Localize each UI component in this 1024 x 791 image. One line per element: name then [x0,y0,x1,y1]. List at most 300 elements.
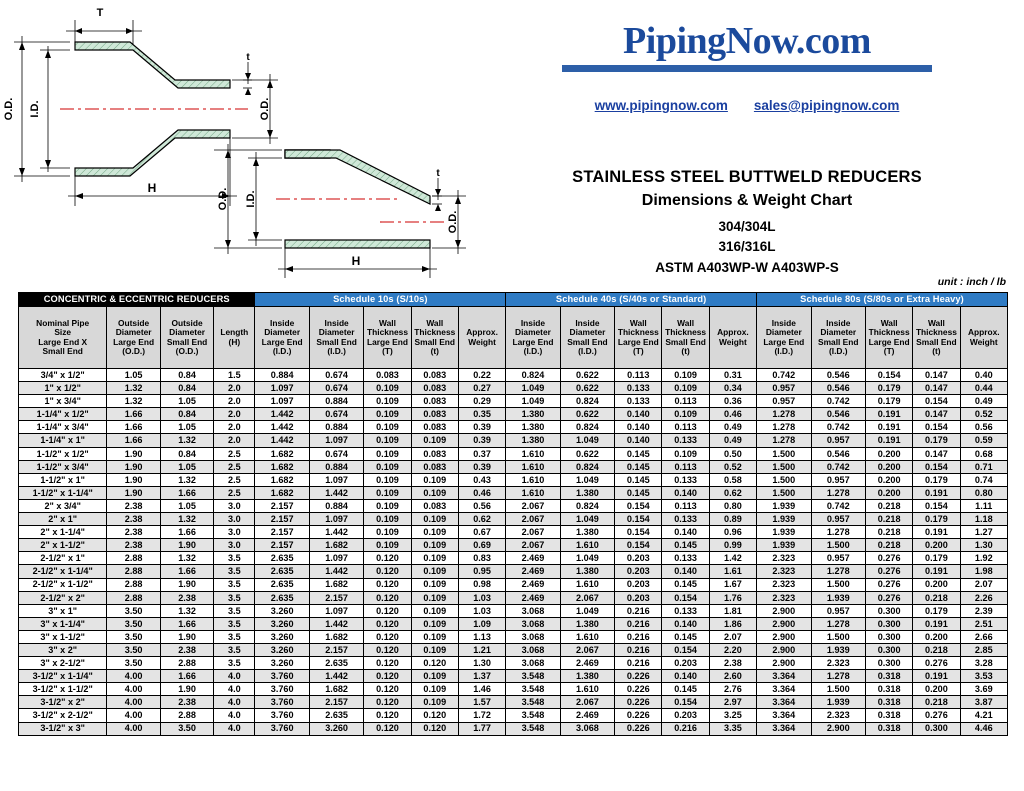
cell-value: 0.742 [811,421,865,434]
cell-value: 1.30 [960,539,1007,552]
hdr-80s-tl-3: Large End [868,336,910,347]
cell-value: 0.218 [866,513,913,526]
cell-value: 0.113 [662,499,709,512]
cell-value: 0.120 [364,591,411,604]
cell-value: 1.500 [811,578,865,591]
cell-nominal-size: 1" x 1/2" [19,382,107,395]
cell-value: 3.5 [214,591,255,604]
cell-nominal-size: 1-1/4" x 3/4" [19,421,107,434]
cell-value: 0.226 [615,683,662,696]
cell-value: 0.083 [411,460,458,473]
cell-value: 0.200 [866,447,913,460]
brand-contact-links [470,98,1024,113]
cell-value: 0.147 [913,447,960,460]
cell-value: 1.77 [458,722,505,735]
cell-value: 0.109 [411,643,458,656]
cell-value: 4.21 [960,709,1007,722]
cell-value: 0.52 [960,408,1007,421]
col-header-80s-t-large [866,307,913,369]
cell-value: 1.11 [960,499,1007,512]
cell-value: 1.5 [214,369,255,382]
cell-value: 4.0 [214,670,255,683]
table-row [19,565,1008,578]
brand-block [470,22,1024,113]
col-header-length [214,307,255,369]
cell-value: 1.67 [709,578,756,591]
cell-value: 0.145 [615,460,662,473]
cell-value: 0.191 [866,408,913,421]
cell-value: 1.500 [811,630,865,643]
cell-value: 1.92 [960,552,1007,565]
cell-value: 4.0 [214,722,255,735]
cell-value: 0.957 [811,434,865,447]
cell-value: 0.083 [411,499,458,512]
hdr-odl-l3: Large End [113,336,155,347]
eccentric-reducer-shape [276,150,444,248]
table-row [19,486,1008,499]
cell-value: 0.147 [913,382,960,395]
cell-value: 1.442 [255,408,309,421]
cell-value: 0.191 [866,421,913,434]
col-header-40s-t-small [662,307,709,369]
cell-value: 0.120 [411,709,458,722]
hdr-ods-l4: (O.D.) [175,345,199,356]
hdr-40s-ids-1: Inside [575,317,600,328]
cell-value: 3.068 [506,643,560,656]
table-row [19,722,1008,735]
col-header-od-large [107,307,160,369]
cell-value: 1.610 [560,630,614,643]
cell-value: 0.318 [866,683,913,696]
cell-value: 3.260 [255,604,309,617]
cell-nominal-size: 1-1/4" x 1" [19,434,107,447]
cell-value: 2.0 [214,421,255,434]
email-link[interactable]: sales@pipingnow.com [753,97,900,113]
hdr-10s-tl-2: Thickness [367,327,408,338]
table-row [19,395,1008,408]
cell-value: 4.0 [214,709,255,722]
cell-value: 0.300 [866,630,913,643]
cell-nominal-size: 3-1/2" x 2" [19,696,107,709]
table-row [19,709,1008,722]
cell-value: 0.133 [662,604,709,617]
cell-value: 1.049 [560,513,614,526]
cell-nominal-size: 2" x 1-1/2" [19,539,107,552]
cell-value: 3.53 [960,670,1007,683]
cell-value: 0.276 [913,709,960,722]
cell-value: 0.133 [662,473,709,486]
cell-value: 3.50 [107,643,160,656]
col-header-80s-id-large [757,307,811,369]
cell-value: 1.049 [560,604,614,617]
cell-value: 0.113 [662,460,709,473]
cell-value: 1.610 [560,683,614,696]
cell-value: 1.442 [309,670,363,683]
cell-value: 0.226 [615,696,662,709]
cell-value: 3.35 [709,722,756,735]
cell-value: 1.939 [757,526,811,539]
cell-value: 0.218 [866,499,913,512]
cell-value: 2.900 [757,657,811,670]
table-row [19,447,1008,460]
cell-value: 3.364 [757,722,811,735]
cell-value: 0.191 [913,617,960,630]
hdr-10s-ts-3: Small End [414,336,456,347]
cell-value: 0.140 [662,526,709,539]
cell-value: 0.200 [913,578,960,591]
cell-value: 3.0 [214,499,255,512]
cell-value: 0.145 [615,447,662,460]
cell-value: 2.5 [214,486,255,499]
cell-value: 0.300 [866,604,913,617]
website-link[interactable]: www.pipingnow.com [594,97,728,113]
cell-value: 0.824 [560,395,614,408]
table-column-header-row [19,307,1008,369]
cell-value: 1.049 [506,395,560,408]
cell-value: 0.120 [364,617,411,630]
cell-value: 0.957 [811,513,865,526]
cell-value: 0.203 [615,591,662,604]
cell-value: 1.76 [709,591,756,604]
cell-value: 3.5 [214,630,255,643]
cell-value: 0.154 [662,696,709,709]
cell-value: 0.216 [615,657,662,670]
cell-value: 0.191 [913,670,960,683]
cell-value: 2.0 [214,434,255,447]
cell-value: 2.5 [214,473,255,486]
cell-value: 0.218 [913,696,960,709]
cell-value: 0.56 [960,421,1007,434]
cell-value: 2.900 [811,722,865,735]
cell-value: 3.260 [309,722,363,735]
cell-nominal-size: 2" x 3/4" [19,499,107,512]
cell-value: 0.109 [411,526,458,539]
cell-value: 0.67 [458,526,505,539]
cell-value: 4.00 [107,709,160,722]
cell-nominal-size: 3" x 2-1/2" [19,657,107,670]
cell-value: 1.05 [107,369,160,382]
cell-value: 0.216 [615,643,662,656]
cell-value: 0.318 [866,709,913,722]
cell-value: 4.0 [214,696,255,709]
cell-value: 0.145 [662,578,709,591]
cell-value: 1.32 [160,513,213,526]
hdr-10s-ts-4: (t) [430,345,439,356]
cell-value: 2.469 [506,591,560,604]
cell-value: 1.278 [811,617,865,630]
cell-value: 3.25 [709,709,756,722]
hdr-40s-idl-2: Diameter [515,327,551,338]
cell-value: 0.216 [615,630,662,643]
cell-value: 0.96 [709,526,756,539]
cell-value: 3.5 [214,578,255,591]
cell-nominal-size: 2-1/2" x 1-1/2" [19,578,107,591]
cell-value: 0.39 [458,421,505,434]
cell-value: 0.109 [411,539,458,552]
cell-value: 0.200 [913,630,960,643]
hdr-80s-idl-3: Large End [763,336,805,347]
cell-value: 0.674 [309,447,363,460]
cell-value: 2.38 [107,499,160,512]
hdr-10s-tl-1: Wall [379,317,396,328]
cell-value: 0.154 [913,499,960,512]
cell-value: 3.50 [107,630,160,643]
cell-value: 2.900 [757,604,811,617]
cell-value: 0.083 [411,369,458,382]
cell-value: 3.50 [107,657,160,670]
reducer-diagrams [0,0,470,292]
cell-value: 3.5 [214,565,255,578]
cell-value: 1.610 [560,578,614,591]
cell-value: 0.120 [411,657,458,670]
cell-value: 1.442 [309,617,363,630]
hdr-10s-idl-2: Diameter [264,327,301,338]
cell-value: 1.05 [160,499,213,512]
cell-value: 3.760 [255,709,309,722]
table-row [19,526,1008,539]
cell-value: 2.469 [560,709,614,722]
cell-nominal-size: 3-1/2" x 2-1/2" [19,709,107,722]
hdr-size-l4: Small End [42,345,83,356]
cell-value: 1.90 [107,486,160,499]
cell-value: 0.154 [913,460,960,473]
cell-value: 1.278 [757,421,811,434]
cell-nominal-size: 3" x 1" [19,604,107,617]
hdr-40s-w-1: Approx. [717,327,749,338]
cell-value: 0.109 [364,486,411,499]
cell-value: 0.69 [458,539,505,552]
table-row [19,578,1008,591]
cell-value: 2.38 [709,657,756,670]
cell-value: 3.5 [214,617,255,630]
cell-value: 0.113 [615,369,662,382]
hdr-40s-ids-4: (I.D.) [578,345,597,356]
cell-value: 3.28 [960,657,1007,670]
label-T: T [96,7,104,19]
cell-value: 1.03 [458,591,505,604]
cell-value: 0.300 [866,657,913,670]
cell-value: 1.05 [160,460,213,473]
cell-value: 0.109 [662,369,709,382]
label-OD-large-concentric: O.D. [3,97,15,121]
cell-value: 0.200 [866,473,913,486]
cell-value: 1.32 [107,395,160,408]
cell-value: 3.5 [214,604,255,617]
table-row [19,382,1008,395]
cell-value: 0.742 [811,395,865,408]
cell-value: 3.0 [214,513,255,526]
cell-value: 0.154 [913,395,960,408]
cell-value: 2.157 [309,591,363,604]
hdr-40s-ts-3: Small End [665,336,706,347]
hdr-ods-l3: Small End [166,336,208,347]
cell-value: 2.38 [107,526,160,539]
cell-value: 0.145 [615,486,662,499]
hdr-odl-l4: (O.D.) [122,345,146,356]
cell-value: 1.939 [757,513,811,526]
cell-value: 2.157 [255,539,309,552]
cell-value: 0.179 [913,513,960,526]
cell-value: 1.66 [107,434,160,447]
cell-value: 1.278 [811,565,865,578]
cell-value: 1.049 [560,473,614,486]
cell-value: 0.622 [560,408,614,421]
cell-value: 2.635 [255,552,309,565]
cell-value: 0.109 [411,552,458,565]
cell-value: 2.88 [160,709,213,722]
cell-value: 0.674 [309,382,363,395]
table-row [19,473,1008,486]
hdr-10s-idl-1: Inside [270,317,295,328]
cell-value: 0.083 [411,447,458,460]
hdr-10s-w-2: Weight [468,336,496,347]
cell-value: 0.71 [960,460,1007,473]
cell-nominal-size: 2-1/2" x 1" [19,552,107,565]
cell-value: 1.097 [255,395,309,408]
table-row [19,499,1008,512]
hdr-80s-w-2: Weight [969,336,998,347]
cell-value: 0.46 [709,408,756,421]
cell-value: 0.083 [411,382,458,395]
cell-value: 0.84 [160,382,213,395]
hdr-80s-tl-4: (T) [883,345,895,356]
cell-value: 1.682 [309,578,363,591]
cell-value: 2.157 [255,499,309,512]
cell-value: 2.85 [960,643,1007,656]
cell-value: 1.90 [107,460,160,473]
cell-value: 3.548 [506,683,560,696]
cell-value: 2.635 [309,657,363,670]
cell-value: 0.191 [913,486,960,499]
hdr-80s-ids-3: Small End [818,336,859,347]
cell-value: 0.154 [913,421,960,434]
cell-value: 1.939 [757,499,811,512]
cell-value: 0.109 [411,513,458,526]
cell-value: 0.216 [615,604,662,617]
document-header [0,0,1024,292]
cell-value: 1.500 [811,683,865,696]
label-ID-large-concentric: I.D. [29,100,41,118]
cell-value: 1.380 [560,565,614,578]
cell-value: 0.546 [811,382,865,395]
cell-value: 0.50 [709,447,756,460]
cell-nominal-size: 3" x 1-1/2" [19,630,107,643]
cell-value: 0.120 [364,578,411,591]
cell-value: 0.109 [364,382,411,395]
table-row [19,434,1008,447]
cell-value: 1.66 [107,408,160,421]
hdr-10s-ids-2: Diameter [318,327,355,338]
cell-value: 2.323 [811,657,865,670]
cell-value: 0.58 [709,473,756,486]
concentric-reducer-shape [60,42,248,176]
group-header-sch40s: Schedule 40s (S/40s or Standard) [506,293,757,307]
cell-value: 0.109 [364,408,411,421]
col-header-40s-id-small [560,307,614,369]
hdr-80s-ids-1: Inside [826,317,851,328]
cell-value: 0.083 [411,408,458,421]
cell-value: 3.548 [506,670,560,683]
hdr-10s-ids-4: (I.D.) [327,345,346,356]
cell-value: 3.548 [506,696,560,709]
cell-value: 0.109 [364,513,411,526]
hdr-len-l2: (H) [228,336,241,347]
cell-value: 0.133 [615,382,662,395]
cell-value: 0.29 [458,395,505,408]
cell-value: 3.260 [255,617,309,630]
cell-value: 1.66 [160,526,213,539]
cell-value: 1.380 [560,526,614,539]
cell-value: 0.109 [364,526,411,539]
col-header-10s-id-small [309,307,363,369]
cell-value: 3.260 [255,643,309,656]
cell-value: 0.109 [364,539,411,552]
cell-value: 0.154 [662,591,709,604]
cell-value: 0.218 [913,591,960,604]
cell-value: 0.884 [309,421,363,434]
cell-value: 1.57 [458,696,505,709]
cell-value: 0.120 [364,552,411,565]
hdr-size-l1: Nominal Pipe [36,317,90,328]
cell-value: 1.66 [160,617,213,630]
label-OD-large-eccentric: O.D. [217,187,229,211]
cell-value: 0.120 [364,604,411,617]
cell-value: 2.0 [214,382,255,395]
cell-value: 1.278 [811,670,865,683]
label-H-concentric: H [147,181,157,195]
cell-value: 0.39 [458,460,505,473]
cell-value: 2.38 [160,643,213,656]
cell-value: 0.884 [309,499,363,512]
cell-value: 2.635 [255,578,309,591]
cell-value: 1.442 [309,486,363,499]
cell-value: 1.049 [560,552,614,565]
cell-value: 0.300 [866,617,913,630]
cell-value: 0.083 [364,369,411,382]
cell-value: 0.083 [411,395,458,408]
cell-value: 0.95 [458,565,505,578]
cell-value: 1.66 [160,565,213,578]
cell-value: 0.56 [458,499,505,512]
cell-value: 0.109 [662,408,709,421]
table-row [19,460,1008,473]
cell-value: 0.276 [866,591,913,604]
hdr-80s-w-1: Approx. [967,327,1000,338]
cell-nominal-size: 3-1/2" x 1-1/4" [19,670,107,683]
hdr-80s-ts-3: Small End [916,336,957,347]
cell-value: 3.50 [160,722,213,735]
cell-value: 2.067 [560,591,614,604]
cell-value: 0.622 [560,369,614,382]
cell-value: 2.900 [757,643,811,656]
cell-value: 2.88 [107,591,160,604]
cell-value: 0.191 [913,526,960,539]
table-row [19,670,1008,683]
cell-value: 0.109 [364,473,411,486]
unit-note: unit : inch / lb [937,276,1006,288]
dimensions-table-wrapper [18,292,1008,736]
cell-value: 0.216 [662,722,709,735]
cell-value: 1.939 [757,539,811,552]
hdr-40s-tl-3: Large End [617,336,659,347]
cell-value: 3.69 [960,683,1007,696]
cell-value: 3.364 [757,683,811,696]
hdr-ods-l2: Diameter [169,327,205,338]
cell-value: 0.742 [811,460,865,473]
table-row [19,604,1008,617]
cell-value: 0.218 [913,643,960,656]
cell-value: 0.43 [458,473,505,486]
